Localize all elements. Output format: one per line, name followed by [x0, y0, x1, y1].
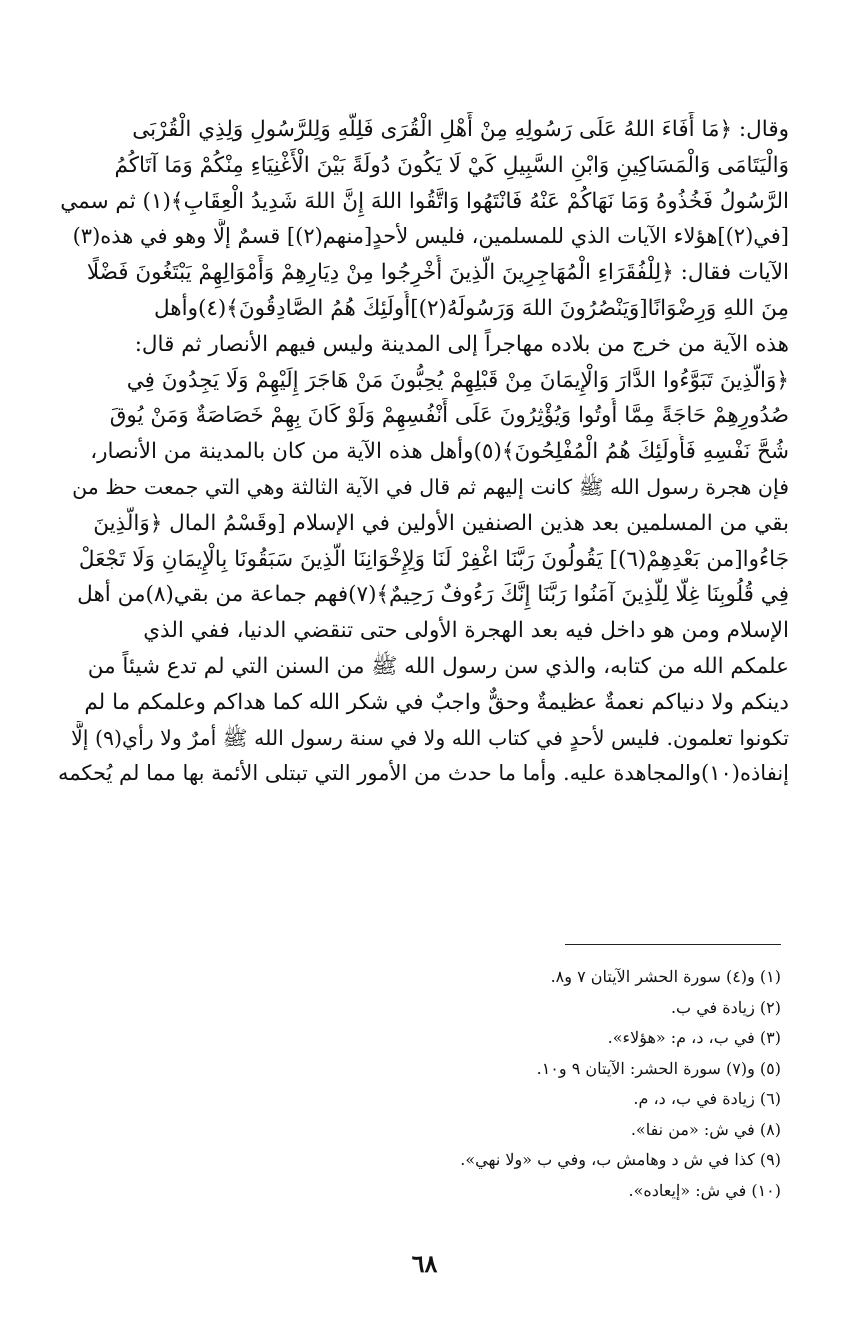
footnote-item: (٦) زيادة في ب، د، م.	[633, 1089, 781, 1108]
text-line: إنفاذه(١٠)والمجاهدة عليه. وأما ما حدث من الأمور التي تبتلى الأئمة بها مما لم يُحكمه	[57, 761, 789, 786]
footnote-separator	[565, 944, 781, 945]
text-line: وَالْيَتَامَى وَالْمَسَاكِينِ وَابْنِ السَّبِيلِ كَيْ لَا يَكُونَ دُولَةً بَيْنَ الْأَغْنِيَاءِ مِنْكُمْ وَمَا آتَاكُمُ	[114, 152, 789, 178]
footnote-item: (١٠) في ش: «إيعاده».	[628, 1180, 781, 1200]
text-line: تكونوا تعلمون. فليس لأحدٍ في كتاب الله ولا في سنة رسول الله ﷺ أمرٌ ولا رأي(٩) إلَّا	[71, 725, 789, 750]
footnote-item: (٣) في ب، د، م: «هؤلاء».	[607, 1028, 781, 1047]
text-line: شُحَّ نَفْسِهِ فَأُولَئِكَ هُمُ الْمُفْلِحُونَ﴾(٥)وأهل هذه الآية من كان بالمدينة من الأنصار،	[90, 439, 789, 465]
footnote-item: (٥) و(٧) سورة الحشر: الآيتان ٩ و١٠.	[536, 1058, 781, 1078]
footnote-item: (٩) كذا في ش د وهامش ب، وفي ب «ولا نهي».	[460, 1150, 781, 1169]
page-number: ٦٨	[411, 1249, 438, 1278]
text-line: بقي من المسلمين بعد هذين الصنفين الأولين في الإسلام [وقَسْمُ المال ﴿وَالَّذِينَ	[93, 510, 789, 536]
footnotes-list	[81, 962, 781, 1206]
text-line: الإسلام ومن هو داخل فيه بعد الهجرة الأولى حتى تنقضي الدنيا، ففي الذي	[143, 618, 789, 644]
main-text-block	[57, 112, 789, 902]
text-line: مِنَ اللهِ وَرِضْوَانًا[وَيَنْصُرُونَ اللهَ وَرَسُولَهُ(٢)]أُولَئِكَ هُمُ الصَّادِقُونَ﴾(٤)وأهل	[153, 295, 789, 321]
footnote-item: (١) و(٤) سورة الحشر الآيتان ٧ و٨.	[550, 967, 781, 986]
text-line: فِي قُلُوبِنَا غِلًّا لِلَّذِينَ آمَنُوا رَبَّنَا إِنَّكَ رَءُوفٌ رَحِيمٌ﴾(٧)فهم جماعة من بقي(٨)من أهل	[77, 582, 789, 608]
text-line: وقال: ﴿مَا أَفَاءَ اللهُ عَلَى رَسُولِهِ مِنْ أَهْلِ الْقُرَى فَلِلَّهِ وَلِلرَّسُولِ وَلِذِي الْقُرْبَى	[132, 117, 789, 142]
text-line: فإن هجرة رسول الله ﷺ كانت إليهم ثم قال في الآية الثالثة وهي التي جمعت حظ من	[72, 474, 789, 499]
text-line: الرَّسُولُ فَخُذُوهُ وَمَا نَهَاكُمْ عَنْهُ فَانْتَهُوا وَاتَّقُوا اللهَ إِنَّ اللهَ شَدِيدُ الْعِقَابِ﴾(١) ثم سمي	[60, 188, 789, 214]
text-line: علمكم الله من كتابه، والذي سن رسول الله ﷺ من السنن التي لم تدع شيئاً من	[87, 653, 789, 679]
text-line: ﴿وَالَّذِينَ تَبَوَّءُوا الدَّارَ وَالْإِيمَانَ مِنْ قَبْلِهِمْ يُحِبُّونَ مَنْ هَاجَرَ إِلَيْهِمْ وَلَا يَجِدُونَ فِي	[126, 367, 789, 393]
footnote-item: (٨) في ش: «من نفا».	[630, 1119, 781, 1139]
text-line: جَاءُوا[من بَعْدِهِمْ(٦)] يَقُولُونَ رَبَّنَا اغْفِرْ لَنَا وَلِإِخْوَانِنَا الَّذِينَ سَبَقُونَا بِالْإِيمَانِ وَلَا تَجْعَلْ	[78, 546, 789, 572]
text-line: صُدُورِهِمْ حَاجَةً مِمَّا أُوتُوا وَيُؤْثِرُونَ عَلَى أَنْفُسِهِمْ وَلَوْ كَانَ بِهِمْ خَصَاصَةٌ وَمَنْ يُوقَ	[109, 403, 789, 429]
text-line: الآيات فقال: ﴿لِلْفُقَرَاءِ الْمُهَاجِرِينَ الَّذِينَ أُخْرِجُوا مِنْ دِيَارِهِمْ وَأَمْوَالِهِمْ يَبْتَغُونَ فَضْلًا	[86, 260, 789, 286]
footnote-item: (٢) زيادة في ب.	[670, 997, 781, 1017]
text-line: هذه الآية من خرج من بلاده مهاجراً إلى المدينة وليس فيهم الأنصار ثم قال:	[134, 331, 789, 357]
text-line: [في(٢)]هؤلاء الآيات الذي للمسلمين، فليس لأحدٍ[منهم(٢)] قسمٌ إلَّا وهو في هذه(٣)	[72, 224, 789, 249]
text-line: دينكم ولا دنياكم نعمةٌ عظيمةٌ وحقٌّ واجبٌ في شكر الله كما هداكم وعلمكم ما لم	[84, 689, 789, 715]
